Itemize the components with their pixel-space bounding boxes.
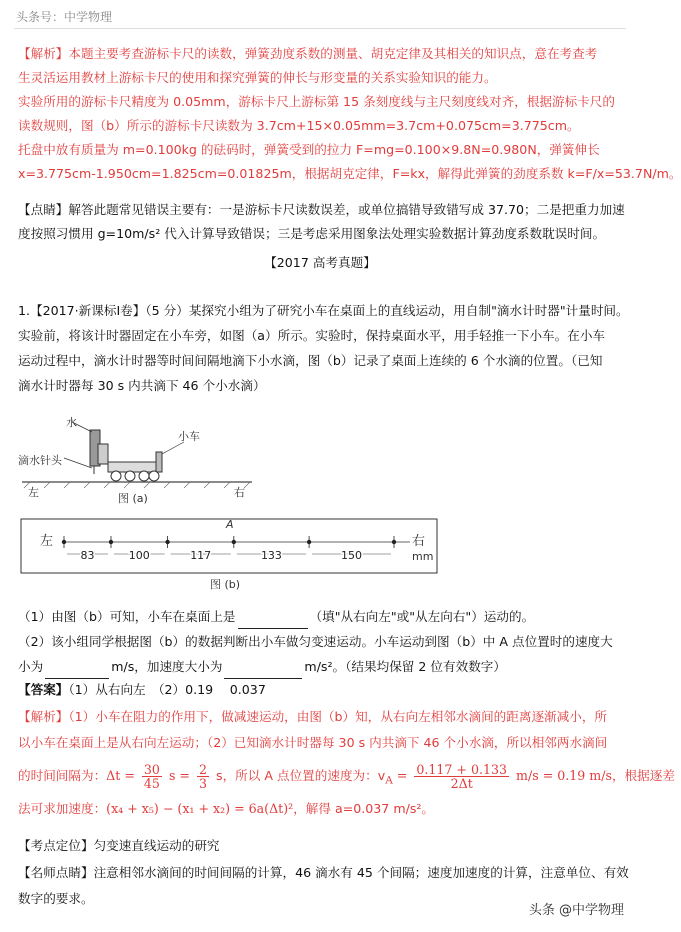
gap-label: 83: [80, 549, 95, 562]
accel-result: ，解得 a=0.037 m/s²。: [293, 801, 435, 816]
comment-1-line: 度按照习惯用 g=10m/s² 代入计算导致错误；三是考虑采用图象法处理实验数据计算劲度系数耽误时间。: [18, 226, 606, 241]
analysis-2-line: 以小车在桌面上是从右向左运动；（2）已知滴水计时器每 30 s 内共滴下 46 个小水滴，所以相邻两水滴间: [18, 735, 608, 750]
nozzle-pointer: [64, 458, 92, 468]
fraction-2-3: $\frac{2}{3}$: [198, 762, 207, 791]
section-title: 【2017 高考真题】: [264, 255, 376, 270]
cart-wheel: [149, 471, 159, 481]
q2-accel-prefix: m/s，加速度大小为: [111, 659, 223, 674]
watermark: 头条 @中学物理: [528, 903, 624, 918]
fig-b-caption: 图 (b): [210, 578, 241, 591]
analysis-2-accel-line: [18, 796, 624, 822]
topic-location-text: 【考点定位】匀变速直线运动的研究: [18, 838, 220, 853]
va-result: m/s = 0.19 m/s，根据逐差: [516, 768, 675, 783]
accel-formula: (x₄ + x₅) − (x₁ + x₂) = 6a(Δt)²: [106, 801, 294, 816]
fig-a-left-label: 左: [28, 486, 39, 499]
va-label: s，所以 A 点位置的速度为：v: [216, 768, 386, 783]
cart-end: [156, 452, 162, 472]
q2-accel-blank[interactable]: [224, 664, 302, 679]
va-subscript: A: [385, 774, 393, 787]
q2-line: （2）该小组同学根据图（b）的数据判断出小车做匀变速运动。小车运动到图（b）中 A 点位置时的速度大: [18, 634, 613, 649]
table-hatch: [24, 482, 250, 488]
cart-wheel: [125, 471, 135, 481]
questions: [18, 604, 624, 679]
q2-speed-prefix: 小为: [18, 659, 44, 674]
fig-a-water-label: 水: [66, 416, 77, 429]
cart-wheel: [111, 471, 121, 481]
fig-b-right-label: 右: [412, 534, 426, 549]
analysis-1-line: 读数规则，图（b）所示的游标卡尺读数为 3.7cm+15×0.05mm=3.7cm+0.075cm=3.775cm。: [18, 118, 580, 133]
gap-label: 133: [260, 549, 282, 562]
accel-prefix: 法可求加速度：: [18, 801, 107, 816]
topic-location: [18, 834, 624, 858]
header-source: 头条号：中学物理: [16, 10, 113, 24]
tips-line: 数字的要求。: [18, 891, 94, 906]
comment-1-line: 【点睛】解答此题常见错误主要有：一是游标卡尺读数误差，或单位搞错导致错写成 37.70；二是把重力加速: [18, 202, 625, 217]
problem-line: 运动过程中，滴水计时器等时间间隔地滴下小水滴，图（b）记录了桌面上连续的 6 个水滴的位置。（已知: [18, 353, 603, 368]
problem-line: 1.【2017·新课标Ⅰ卷】（5 分）某探究小组为了研究小车在桌面上的直线运动，用自制"滴水计时器"计量时间。: [18, 303, 629, 318]
analysis-2: [18, 704, 675, 822]
dt-eq: s =: [168, 768, 190, 783]
fig-a-right-label: 右: [234, 486, 245, 499]
analysis-2-formula-line: [18, 756, 675, 796]
answer: [18, 678, 624, 702]
fig-a-caption: 图 (a): [118, 492, 148, 505]
cart-wheel: [139, 471, 149, 481]
analysis-1-line: 实验所用的游标卡尺精度为 0.05mm，游标卡尺上游标第 15 条刻度线与主尺刻度线对齐，根据游标卡尺的: [18, 94, 615, 109]
analysis-1-line: 生灵活运用教材上游标卡尺的使用和探究弹簧的伸长与形变量的关系实验知识的能力。: [18, 70, 497, 85]
problem-line: 实验前，将该计时器固定在小车旁，如图（a）所示。实验时，保持桌面水平，用手轻推一下小车。在小车: [18, 328, 606, 343]
fig-b-left-label: 左: [40, 534, 54, 549]
fraction-30-45: $\frac{30}{45}$: [143, 762, 160, 791]
analysis-1-line: x=3.775cm-1.950cm=1.825cm=0.01825m，根据胡克定律，F=kx，解得此弹簧的劲度系数 k=F/x=53.7N/m。: [18, 166, 681, 181]
fig-a-nozzle-label: 滴水针头: [18, 454, 62, 467]
cart-body: [108, 462, 158, 472]
analysis-1: [18, 42, 681, 186]
answer-label: 【答案】: [18, 682, 69, 697]
header-divider: [14, 28, 626, 29]
comment-1: [18, 198, 624, 246]
problem-line: 滴水计时器每 30 s 内共滴下 46 个小水滴）: [18, 378, 266, 393]
analysis-1-line: 托盘中放有质量为 m=0.100kg 的砝码时，弹簧受到的拉力 F=mg=0.100×9.8N=0.980N，弹簧伸长: [18, 142, 600, 157]
fraction-va: $\frac{0.117 + 0.133}{2\Delta t}$: [416, 762, 508, 791]
fig-a-cart-label: 小车: [178, 430, 200, 443]
gap-label: 117: [190, 549, 212, 562]
analysis-1-line: 【解析】本题主要考查游标卡尺的读数，弹簧劲度系数的测量、胡克定律及其相关的知识点，意在考查考: [18, 46, 598, 61]
analysis-2-line: 【解析】（1）小车在阻力的作用下，做减速运动，由图（b）知，从右向左相邻水滴间的距离逐渐减小，所: [18, 709, 608, 724]
fig-b-unit-label: mm: [412, 550, 434, 563]
q1-prefix: （1）由图（b）可知，小车在桌面上是: [18, 609, 236, 624]
gap-label: 150: [341, 549, 363, 562]
q1-suffix: （填"从右向左"或"从左向右"）运动的。: [309, 609, 535, 624]
gap-label: 100: [128, 549, 150, 562]
answer-text: （1）从右向左 （2）0.19 0.037: [68, 682, 266, 697]
drip-timer-bottle: [98, 444, 108, 464]
q1-blank[interactable]: [238, 614, 308, 629]
va-eq: =: [392, 768, 408, 783]
fig-b-point-a-label: A: [226, 518, 234, 531]
tips-line: 【名师点睛】注意相邻水滴间的时间间隔的计算，46 滴水有 45 个间隔；速度加速度的计算，注意单位、有效: [18, 865, 629, 880]
q2-suffix: m/s²。（结果均保留 2 位有效数字）: [304, 659, 506, 674]
q2-speed-blank[interactable]: [45, 664, 109, 679]
dt-label: 的时间间隔为：Δt =: [18, 768, 135, 783]
problem-text: [18, 298, 629, 398]
